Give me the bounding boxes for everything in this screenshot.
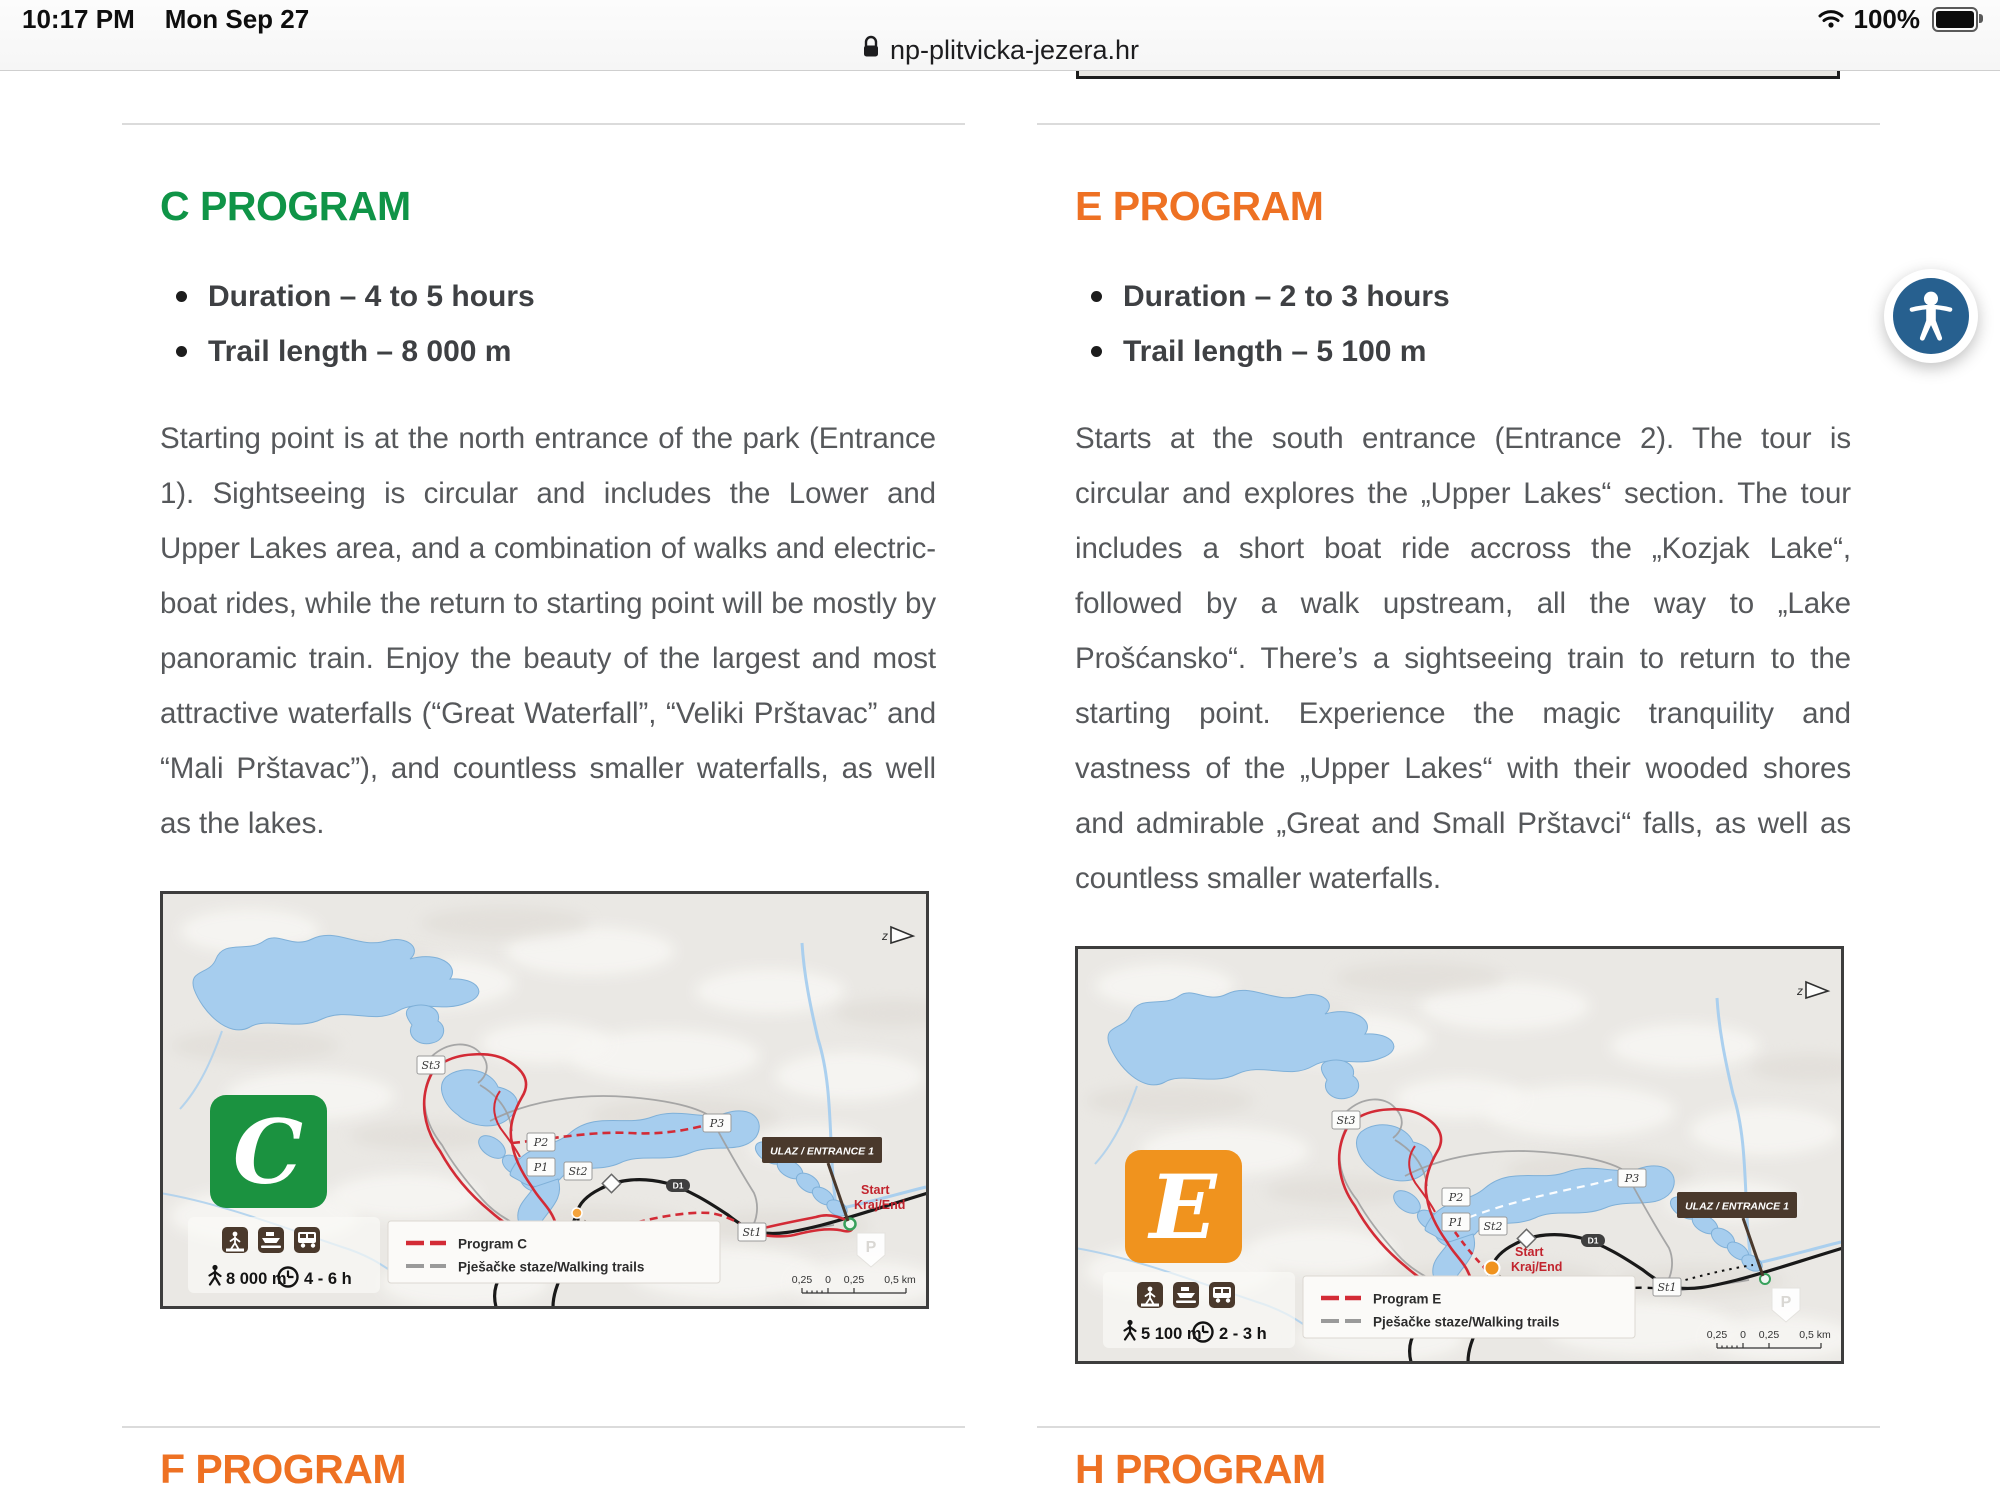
svg-text:P1: P1 — [533, 1161, 549, 1174]
svg-text:0,25: 0,25 — [791, 1274, 813, 1286]
svg-text:P3: P3 — [1624, 1172, 1640, 1185]
next-programs-row — [0, 1364, 2000, 1492]
program-c-title: C PROGRAM — [160, 183, 411, 229]
station-marker — [527, 1133, 555, 1151]
svg-text:St1: St1 — [1657, 1281, 1677, 1294]
svg-text:Kraj/End: Kraj/End — [854, 1198, 906, 1212]
start-end-marker — [1485, 1261, 1500, 1276]
divider — [122, 123, 965, 125]
map-legend — [388, 1221, 720, 1283]
road-label — [666, 1179, 690, 1192]
station-marker — [1653, 1278, 1681, 1296]
address-bar[interactable] — [0, 33, 2000, 67]
station-marker — [1442, 1213, 1470, 1231]
divider — [1037, 123, 1880, 125]
svg-text:Program C: Program C — [458, 1236, 528, 1252]
svg-text:D1: D1 — [1587, 1235, 1599, 1246]
svg-text:ULAZ / ENTRANCE 1: ULAZ / ENTRANCE 1 — [770, 1145, 874, 1158]
program-f-section — [122, 1364, 965, 1492]
svg-text:St3: St3 — [1336, 1114, 1356, 1127]
lock-icon — [861, 35, 881, 66]
bus-icon — [294, 1227, 320, 1253]
svg-text:Kraj/End: Kraj/End — [1511, 1260, 1563, 1274]
browser-chrome — [0, 0, 2000, 71]
svg-text:Pješačke staze/Walking trails: Pješačke staze/Walking trails — [1373, 1314, 1560, 1330]
divider — [122, 1426, 965, 1428]
boat-icon — [258, 1227, 284, 1253]
station-marker — [1442, 1188, 1470, 1206]
svg-text:0,5 km: 0,5 km — [1799, 1329, 1831, 1341]
program-badge — [210, 1095, 327, 1208]
svg-text:P1: P1 — [1448, 1216, 1464, 1229]
svg-text:0,5 km: 0,5 km — [884, 1274, 916, 1286]
station-marker — [417, 1056, 445, 1074]
svg-text:Pješačke staze/Walking trails: Pješačke staze/Walking trails — [458, 1259, 645, 1275]
svg-text:St2: St2 — [1483, 1220, 1503, 1233]
svg-text:z: z — [882, 929, 888, 943]
hiking-icon — [222, 1227, 248, 1253]
list-item: Duration – 2 to 3 hours — [1075, 269, 1880, 324]
program-e-facts — [1075, 269, 1880, 379]
svg-text:St2: St2 — [568, 1165, 588, 1178]
svg-text:5 100 m: 5 100 m — [1141, 1325, 1202, 1343]
status-bar — [0, 4, 2000, 35]
park-map-image — [1075, 946, 1844, 1364]
program-c-section — [122, 71, 965, 1364]
station-marker — [564, 1162, 592, 1180]
program-e-title: E PROGRAM — [1075, 183, 1324, 229]
accessibility-icon — [1893, 278, 1969, 354]
program-map-e — [1075, 946, 1844, 1364]
station-marker — [1618, 1169, 1646, 1187]
svg-text:P: P — [865, 1239, 877, 1256]
svg-text:0: 0 — [1740, 1329, 1746, 1341]
svg-text:E: E — [1149, 1155, 1217, 1259]
svg-text:Start: Start — [1515, 1245, 1544, 1259]
program-f-title: F PROGRAM — [160, 1446, 407, 1492]
svg-text:D1: D1 — [672, 1180, 684, 1191]
svg-text:Start: Start — [861, 1183, 890, 1197]
bus-icon — [1209, 1282, 1235, 1308]
svg-text:P: P — [1780, 1294, 1792, 1311]
station-marker — [703, 1114, 731, 1132]
program-c-description: Starting point is at the north entrance of the park (Entrance 1). Sightseeing is circular and includes the Lower and Upper Lakes area, and a combination of walks and electric-boat rides, while the return to starting point will be mostly by panoramic train. Enjoy the beauty of the largest and most attractive waterfalls (“Great Waterfall”, “Veliki Prštavac” and “Mali Prštavac”), and countless smaller waterfalls, as well as the lakes. — [160, 422, 936, 840]
battery-icon — [1932, 7, 1978, 32]
boat-icon — [1173, 1282, 1199, 1308]
svg-text:P2: P2 — [1448, 1191, 1464, 1204]
station-marker — [1332, 1111, 1360, 1129]
svg-text:P3: P3 — [709, 1117, 725, 1130]
program-badge — [1125, 1150, 1242, 1263]
svg-text:P2: P2 — [533, 1136, 549, 1149]
list-item: Trail length – 8 000 m — [160, 324, 965, 379]
park-map-image — [160, 891, 929, 1309]
svg-text:2 - 3 h: 2 - 3 h — [1219, 1325, 1267, 1343]
previous-map-image-edge — [1076, 71, 1840, 79]
divider — [1037, 1426, 1880, 1428]
svg-text:C: C — [232, 1100, 304, 1204]
station-marker — [738, 1223, 766, 1241]
wifi-icon — [1818, 4, 1844, 35]
svg-text:St3: St3 — [421, 1059, 441, 1072]
svg-text:ULAZ / ENTRANCE 1: ULAZ / ENTRANCE 1 — [1685, 1200, 1789, 1213]
program-e-section — [1037, 71, 1880, 1364]
svg-text:St1: St1 — [742, 1226, 762, 1239]
svg-text:0,25: 0,25 — [1758, 1329, 1780, 1341]
entrance2-marker — [572, 1208, 582, 1218]
svg-text:4 - 6 h: 4 - 6 h — [304, 1270, 352, 1288]
hiking-icon — [1137, 1282, 1163, 1308]
road-label — [1581, 1234, 1605, 1247]
svg-text:0,25: 0,25 — [1706, 1329, 1728, 1341]
program-map-c — [160, 891, 929, 1309]
battery-percent: 100% — [1853, 4, 1920, 34]
program-h-title: H PROGRAM — [1075, 1446, 1326, 1492]
programs-grid — [0, 71, 2000, 1364]
status-time: 10:17 PM — [22, 4, 135, 34]
url-domain: np-plitvicka-jezera.hr — [889, 34, 1140, 65]
svg-text:z: z — [1797, 984, 1803, 998]
svg-text:Program E: Program E — [1373, 1291, 1442, 1307]
svg-text:8 000 m: 8 000 m — [226, 1270, 287, 1288]
svg-text:0: 0 — [825, 1274, 831, 1286]
program-e-description: Starts at the south entrance (Entrance 2). The tour is circular and explores the „Upper Lakes“ section. The tour includes a short boat ride accross the „Kozjak Lake“, followed by a walk upstream, all the way to „Lake Prošćansko“. There’s a sightseeing train to return to the starting point. Experience the magic tranquility and vastness of the „Upper Lakes“ with their wooded shores and admirable „Great and Small Prštavci“ falls, as well as countless smaller waterfalls. — [1075, 422, 1851, 895]
map-legend — [1303, 1276, 1635, 1338]
svg-text:0,25: 0,25 — [843, 1274, 865, 1286]
program-c-facts — [160, 269, 965, 379]
station-marker — [1479, 1217, 1507, 1235]
status-date: Mon Sep 27 — [164, 4, 310, 34]
list-item: Duration – 4 to 5 hours — [160, 269, 965, 324]
list-item: Trail length – 5 100 m — [1075, 324, 1880, 379]
station-marker — [527, 1158, 555, 1176]
accessibility-widget-button[interactable] — [1884, 269, 1978, 363]
program-h-section — [1037, 1364, 1880, 1492]
